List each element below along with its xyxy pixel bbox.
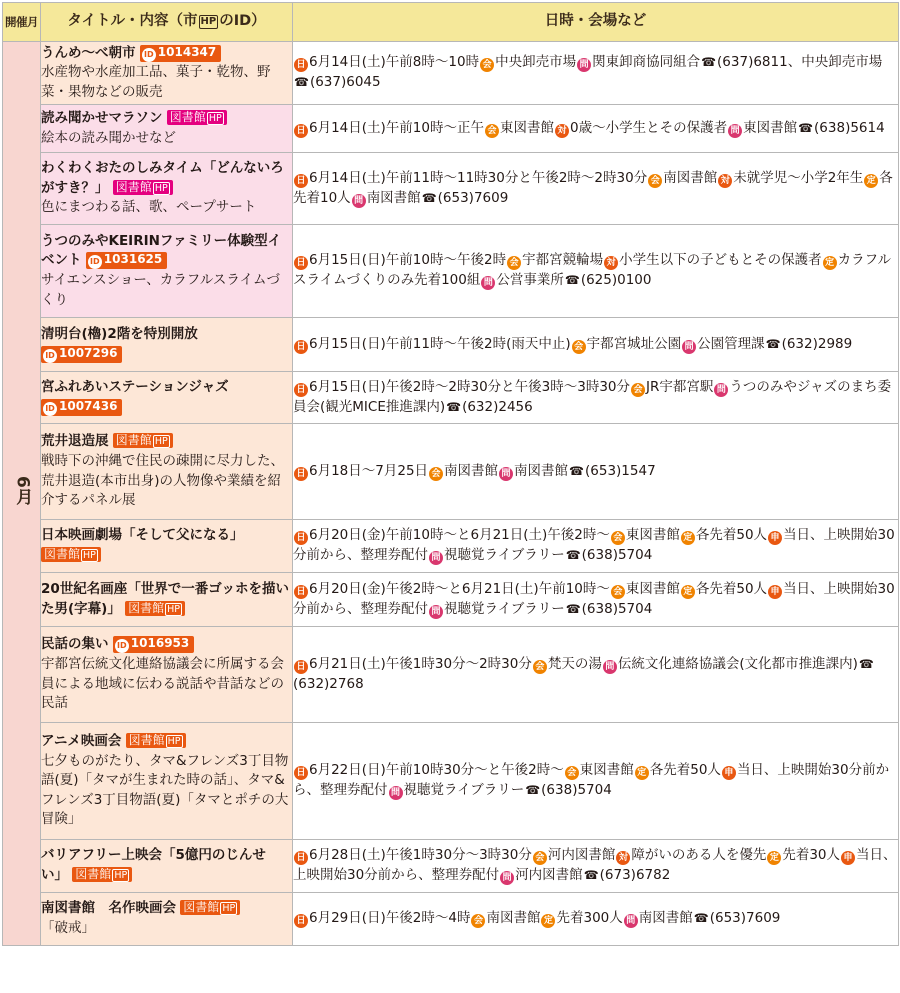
hp-icon: HP — [83, 550, 96, 561]
date-icon: 日 — [294, 174, 308, 188]
table-row — [3, 153, 899, 225]
table-row — [3, 225, 899, 318]
id-badge — [41, 399, 122, 416]
venue-icon: 会 — [533, 660, 547, 674]
event-inquiry: 公営事業所 — [496, 272, 564, 288]
event-inquiry: 視聴覚ライブラリー — [444, 547, 565, 563]
id-icon: ID — [115, 639, 129, 653]
event-id: 1007296 — [59, 345, 118, 360]
event-title-cell — [41, 424, 293, 520]
capacity-icon: 定 — [864, 174, 878, 188]
event-date: 6月28日(土)午後1時30分～3時30分 — [309, 847, 532, 864]
date-icon: 日 — [294, 585, 308, 599]
phone-icon: ☎ — [565, 548, 581, 562]
event-venue: 南図書館 — [663, 169, 718, 186]
id-badge — [41, 346, 122, 363]
hp-icon: HP — [200, 16, 217, 28]
target-icon: 対 — [718, 174, 732, 188]
capacity-icon: 定 — [635, 766, 649, 780]
header-info: 日時・会場など — [293, 3, 899, 42]
event-id: 1031625 — [103, 252, 163, 267]
event-capacity: 先着30人 — [782, 847, 841, 864]
event-description: 絵本の読み聞かせなど — [41, 129, 176, 146]
library-label: 図書館 — [169, 109, 206, 124]
event-apply: 当日、上映開始30分前から、整理券配付 — [293, 527, 895, 563]
event-info-cell — [293, 893, 899, 946]
event-venue: 東図書館 — [625, 527, 680, 544]
id-icon: ID — [142, 48, 156, 62]
event-date: 6月14日(土)午前10時～正午 — [309, 119, 484, 136]
venue-icon: 会 — [429, 467, 443, 481]
event-title-cell — [41, 318, 293, 372]
event-target: 障がいのある人を優先 — [631, 847, 767, 864]
event-venue: 梵天の湯 — [547, 655, 602, 672]
id-icon: ID — [43, 402, 57, 416]
event-date: 6月20日(金)午後2時～と6月21日(土)午前10時～ — [309, 580, 610, 597]
phone-icon: ☎ — [294, 75, 309, 89]
event-info-cell — [293, 105, 899, 153]
event-phone: (653)7609 — [437, 189, 509, 206]
date-icon: 日 — [294, 256, 308, 270]
month-cell — [3, 42, 41, 946]
event-capacity: カラフルスライムづくりのみ先着100組 — [293, 252, 892, 288]
library-label: 図書館 — [128, 600, 165, 615]
event-title-cell — [41, 42, 293, 105]
date-icon: 日 — [294, 660, 308, 674]
date-icon: 日 — [294, 340, 308, 354]
event-venue: 東図書館 — [499, 119, 554, 136]
event-venue: 東図書館 — [579, 762, 634, 779]
inquiry-icon: 問 — [481, 276, 495, 290]
event-inquiry: 東図書館 — [743, 119, 798, 136]
event-target: 小学生以下の子どもとその保護者 — [619, 252, 822, 269]
event-title: うつのみやKEIRINファミリー体験型イベント — [41, 232, 282, 269]
event-phone-2: (637)6045 — [309, 74, 381, 90]
hp-icon: HP — [154, 182, 168, 194]
event-info-cell — [293, 42, 899, 105]
event-phone: (673)6782 — [599, 867, 671, 883]
inquiry-icon: 問 — [577, 58, 591, 72]
event-capacity: 各先着50人 — [649, 762, 721, 779]
event-phone: (632)2768 — [293, 675, 364, 692]
event-id: 1014347 — [157, 44, 217, 59]
month-label: 6月 — [12, 476, 33, 506]
capacity-icon: 定 — [541, 914, 555, 928]
inquiry-icon: 問 — [603, 660, 617, 674]
event-info-cell — [293, 318, 899, 372]
event-inquiry: 伝統文化連絡協議会(文化都市推進課内) — [617, 655, 858, 672]
event-title: 読み聞かせマラソン — [41, 109, 163, 126]
event-title: 南図書館 名作映画会 — [41, 900, 176, 917]
event-title-cell — [41, 723, 293, 840]
table-row — [3, 520, 899, 573]
table-row — [3, 42, 899, 105]
library-hp-badge[interactable] — [126, 733, 186, 748]
event-venue: 河内図書館 — [547, 847, 616, 864]
library-label: 図書館 — [75, 867, 112, 881]
event-phone: (638)5704 — [541, 782, 612, 798]
event-capacity: 各先着10人 — [293, 169, 893, 206]
table-row — [3, 840, 899, 893]
event-info-cell — [293, 520, 899, 573]
event-inquiry: 視聴覚ライブラリー — [403, 782, 525, 798]
venue-icon: 会 — [471, 914, 485, 928]
phone-icon: ☎ — [858, 656, 874, 671]
event-date: 6月18日～7月25日 — [309, 462, 429, 479]
event-venue: 南図書館 — [444, 462, 499, 479]
event-info-cell — [293, 372, 899, 424]
apply-icon: 申 — [768, 531, 782, 545]
event-capacity: 各先着50人 — [695, 527, 768, 544]
venue-icon: 会 — [533, 851, 547, 865]
event-title-cell — [41, 153, 293, 225]
event-info-cell — [293, 840, 899, 893]
event-description: 色にまつわる話、歌、ペープサート — [41, 199, 257, 216]
inquiry-icon: 問 — [429, 605, 443, 619]
event-target: 未就学児～小学2年生 — [733, 169, 864, 186]
event-title: 荒井退造展 — [41, 433, 109, 450]
capacity-icon: 定 — [767, 851, 781, 865]
inquiry-icon: 問 — [714, 383, 728, 397]
event-info-cell — [293, 723, 899, 840]
header-title-after: のID） — [219, 13, 266, 30]
event-date: 6月29日(日)午後2時～4時 — [309, 910, 471, 927]
library-hp-badge[interactable] — [167, 110, 227, 125]
phone-icon: ☎ — [798, 120, 814, 135]
event-title: 宮ふれあいステーションジャズ — [41, 378, 229, 395]
event-venue: JR宇都宮駅 — [646, 378, 714, 395]
table-row — [3, 573, 899, 627]
date-icon: 日 — [294, 467, 308, 481]
event-inquiry: 視聴覚ライブラリー — [444, 600, 565, 617]
event-date: 6月15日(日)午後2時～2時30分と午後3時～3時30分 — [309, 378, 631, 395]
inquiry-icon: 問 — [429, 551, 443, 565]
table-row — [3, 723, 899, 840]
date-icon: 日 — [294, 383, 308, 397]
event-apply: 当日、上映開始30分前から、整理券配付 — [293, 580, 895, 617]
event-title-cell — [41, 627, 293, 723]
event-title: 日本映画劇場「そして父になる」 — [41, 527, 244, 544]
target-icon: 対 — [616, 851, 630, 865]
event-title-cell — [41, 573, 293, 627]
event-date: 6月14日(土)午前11時～11時30分と午後2時～2時30分 — [309, 169, 648, 186]
inquiry-icon: 問 — [389, 786, 403, 800]
library-label: 図書館 — [115, 433, 152, 448]
phone-icon: ☎ — [421, 190, 437, 205]
header-title-before: タイトル・内容（市 — [67, 13, 198, 30]
table-row — [3, 105, 899, 153]
hp-icon: HP — [167, 603, 181, 615]
event-table — [2, 2, 899, 946]
event-phone: (632)2456 — [462, 398, 533, 415]
event-target: 0歳～小学生とその保護者 — [569, 119, 728, 136]
event-id: 1007436 — [59, 398, 118, 413]
event-date: 6月22日(日)午前10時30分～と午後2時～ — [309, 762, 564, 779]
table-row — [3, 424, 899, 520]
date-icon: 日 — [294, 851, 308, 865]
date-icon: 日 — [294, 58, 308, 72]
event-phone: (632)2989 — [781, 335, 853, 352]
header-month: 開催月 — [3, 3, 41, 42]
event-capacity: 各先着50人 — [695, 580, 768, 597]
event-description: 七夕ものがたり、タマ&フレンズ3丁目物語(夏)「タマが生まれた時の話」、タマ&フレンズ3丁目物語(夏)「タマとポチの大冒険」 — [41, 752, 289, 828]
hp-icon: HP — [208, 112, 222, 124]
date-icon: 日 — [294, 531, 308, 545]
header-title — [41, 3, 293, 42]
capacity-icon: 定 — [823, 256, 837, 270]
venue-icon: 会 — [648, 174, 662, 188]
header-row — [3, 3, 899, 42]
event-phone: (653)7609 — [709, 910, 781, 927]
event-title-cell — [41, 372, 293, 424]
venue-icon: 会 — [611, 585, 625, 599]
event-venue: 宇都宮城址公園 — [586, 335, 682, 352]
event-title: アニメ映画会 — [41, 733, 122, 750]
event-inquiry: 関東卸商協同組合 — [592, 54, 701, 71]
hp-icon: HP — [222, 903, 236, 915]
phone-icon: ☎ — [525, 783, 541, 797]
event-title: 民話の集い — [41, 636, 109, 653]
library-hp-badge[interactable] — [113, 180, 173, 195]
event-title-cell — [41, 105, 293, 153]
event-date: 6月20日(金)午前10時～と6月21日(土)午後2時～ — [309, 527, 610, 544]
phone-icon: ☎ — [564, 273, 580, 287]
library-hp-badge[interactable] — [180, 900, 240, 915]
event-inquiry: 南図書館 — [514, 462, 569, 479]
hp-icon: HP — [114, 870, 128, 881]
event-capacity: 先着300人 — [556, 910, 623, 927]
inquiry-icon: 問 — [682, 340, 696, 354]
event-venue: 東図書館 — [625, 580, 680, 597]
table-row — [3, 318, 899, 372]
library-hp-badge[interactable] — [125, 601, 185, 616]
table-row — [3, 627, 899, 723]
event-phone: (625)0100 — [580, 272, 652, 288]
library-label: 図書館 — [115, 179, 152, 194]
event-title: わくわくおたのしみタイム「どんないろがすき？」 — [41, 160, 284, 196]
phone-icon: ☎ — [693, 911, 709, 926]
event-description: 「破戒」 — [41, 920, 95, 936]
event-description: サイエンスショー、カラフルスライムづくり — [41, 272, 280, 308]
event-phone: (637)6811、中央卸売市場 — [717, 54, 883, 71]
event-info-cell — [293, 153, 899, 225]
phone-icon: ☎ — [565, 601, 581, 616]
event-description: 宇都宮伝統文化連絡協議会に所属する会員による地域に伝わる説話や昔話などの民話 — [41, 655, 284, 712]
table-row — [3, 893, 899, 946]
hp-icon: HP — [167, 736, 181, 748]
event-info-cell — [293, 424, 899, 520]
event-date: 6月14日(土)午前8時～10時 — [309, 54, 480, 71]
venue-icon: 会 — [507, 256, 521, 270]
date-icon: 日 — [294, 914, 308, 928]
venue-icon: 会 — [480, 58, 494, 72]
inquiry-icon: 問 — [352, 194, 366, 208]
event-date: 6月15日(日)午前10時～午後2時 — [309, 252, 507, 269]
event-phone: (638)5704 — [581, 600, 653, 617]
library-hp-badge[interactable] — [113, 433, 173, 448]
event-description: 水産物や水産加工品、菓子・乾物、野菜・果物などの販売 — [41, 64, 271, 100]
library-hp-badge[interactable] — [41, 547, 101, 562]
event-phone: (638)5704 — [581, 547, 653, 563]
event-phone: (653)1547 — [585, 462, 656, 479]
event-info-cell — [293, 225, 899, 318]
phone-icon: ☎ — [765, 336, 781, 351]
event-date: 6月21日(土)午後1時30分～2時30分 — [309, 655, 532, 672]
event-inquiry: 河内図書館 — [515, 867, 583, 883]
phone-icon: ☎ — [583, 868, 599, 882]
target-icon: 対 — [555, 124, 569, 138]
target-icon: 対 — [604, 256, 618, 270]
event-phone: (638)5614 — [814, 119, 885, 136]
event-venue: 宇都宮競輪場 — [522, 252, 604, 269]
capacity-icon: 定 — [681, 531, 695, 545]
event-title-cell — [41, 225, 293, 318]
event-apply: 当日、上映開始30分前から、整理券配付 — [293, 762, 890, 798]
event-title-cell — [41, 893, 293, 946]
capacity-icon: 定 — [681, 585, 695, 599]
date-icon: 日 — [294, 124, 308, 138]
event-apply: 当日、上映開始30分前から、整理券配付 — [293, 847, 897, 883]
id-badge — [86, 252, 167, 269]
id-badge — [140, 45, 221, 62]
table-row — [3, 372, 899, 424]
inquiry-icon: 問 — [624, 914, 638, 928]
hp-icon: HP — [154, 436, 168, 448]
apply-icon: 申 — [722, 766, 736, 780]
venue-icon: 会 — [572, 340, 586, 354]
phone-icon: ☎ — [569, 463, 584, 478]
event-inquiry: 南図書館 — [366, 189, 421, 206]
library-label: 図書館 — [44, 547, 81, 561]
event-inquiry: 公園管理課 — [697, 335, 765, 352]
event-venue: 中央卸売市場 — [495, 54, 577, 71]
inquiry-icon: 問 — [728, 124, 742, 138]
venue-icon: 会 — [565, 766, 579, 780]
event-title: 20世紀名画座「世界で一番ゴッホを描いた男(字幕)」 — [41, 580, 290, 617]
event-title: バリアフリー上映会「5億円のじんせい」 — [41, 847, 266, 883]
venue-icon: 会 — [631, 383, 645, 397]
event-title: 清明台(櫓)2階を特別開放 — [41, 325, 198, 342]
inquiry-icon: 問 — [499, 467, 513, 481]
library-label: 図書館 — [183, 900, 220, 915]
event-info-cell — [293, 627, 899, 723]
venue-icon: 会 — [485, 124, 499, 138]
phone-icon: ☎ — [446, 399, 462, 414]
inquiry-icon: 問 — [500, 871, 514, 885]
library-hp-badge[interactable] — [72, 867, 132, 882]
apply-icon: 申 — [841, 851, 855, 865]
event-title-cell — [41, 840, 293, 893]
event-description: 戦時下の沖縄で住民の疎開に尽力した、荒井退造(本市出身)の人物像や業績を紹介するパネル展 — [41, 452, 284, 509]
phone-icon: ☎ — [701, 55, 717, 70]
id-icon: ID — [88, 255, 102, 269]
event-title-cell — [41, 520, 293, 573]
event-date: 6月15日(日)午前11時～午後2時(雨天中止) — [309, 335, 571, 352]
date-icon: 日 — [294, 766, 308, 780]
event-info-cell — [293, 573, 899, 627]
library-label: 図書館 — [128, 733, 165, 748]
apply-icon: 申 — [768, 585, 782, 599]
event-inquiry: うつのみやジャズのまち委員会(観光MICE推進課内) — [293, 378, 892, 415]
event-venue: 南図書館 — [486, 910, 541, 927]
event-inquiry: 南図書館 — [638, 910, 693, 927]
event-title: うんめ～べ朝市 — [41, 44, 136, 61]
id-badge — [113, 636, 194, 653]
event-id: 1016953 — [130, 636, 190, 651]
venue-icon: 会 — [611, 531, 625, 545]
id-icon: ID — [43, 349, 57, 363]
